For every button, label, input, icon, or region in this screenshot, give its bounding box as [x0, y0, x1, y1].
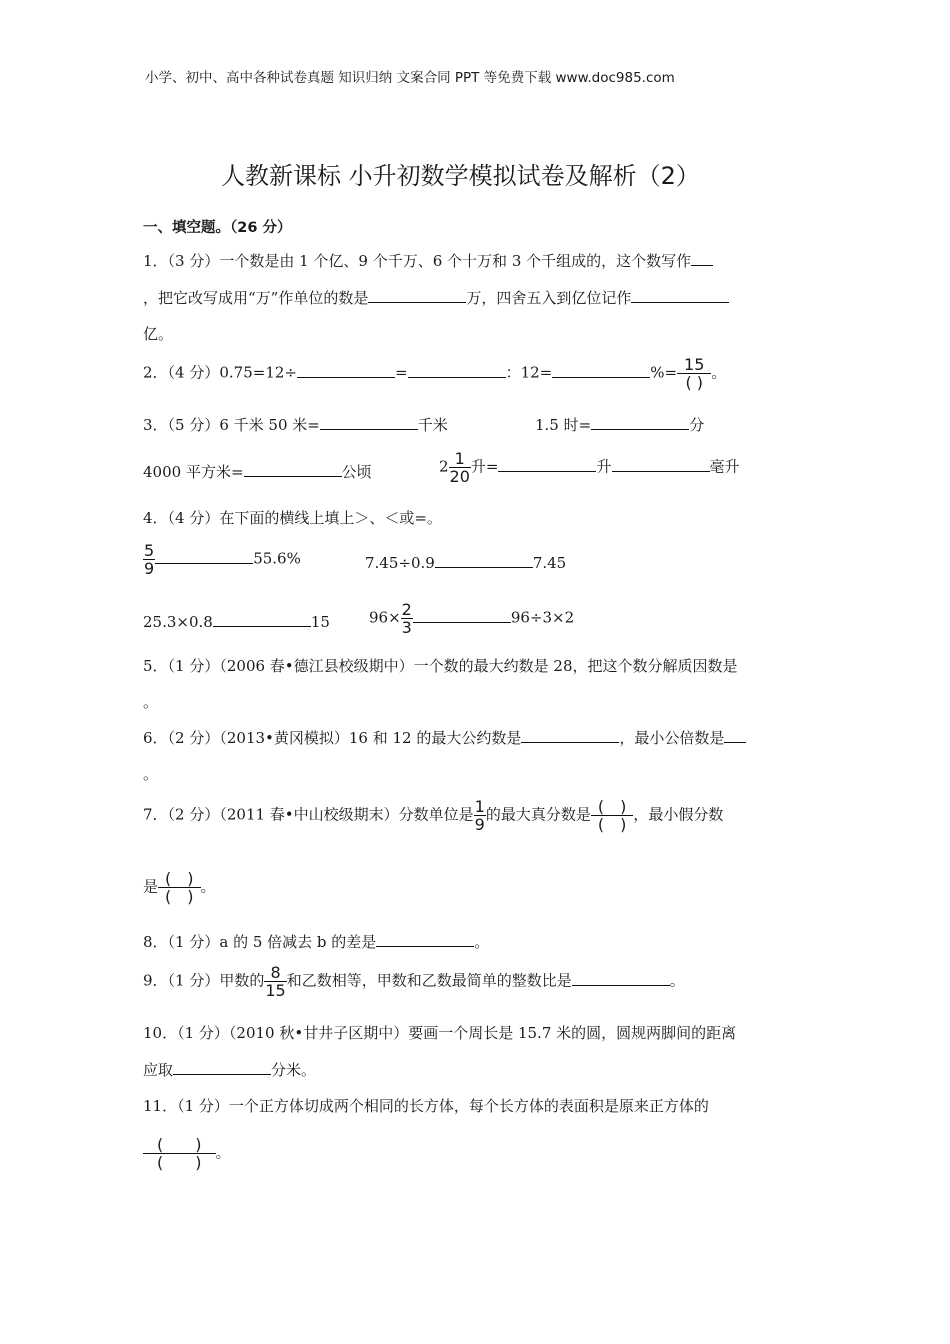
question-6-line-1 — [143, 728, 746, 748]
q7-answer-fraction-2[interactable] — [158, 870, 201, 905]
q1-blank-2[interactable] — [368, 288, 466, 303]
q2-text-d: %= — [650, 363, 678, 382]
question-2 — [143, 356, 726, 391]
q3-blank-5[interactable] — [612, 457, 710, 472]
q2-blank-2[interactable] — [408, 363, 506, 378]
q4-r1-b: 55.6% — [253, 549, 301, 568]
q4-r2-a: 25.3×0.8 — [143, 613, 213, 631]
q3-text-e: 4000 平方米= — [143, 463, 244, 481]
q4-blank-4[interactable] — [413, 608, 511, 623]
q2-blank-1[interactable] — [297, 363, 395, 378]
question-3-line-1-right — [535, 415, 704, 435]
q6-blank-1[interactable] — [521, 728, 619, 743]
page-title: 人教新课标 小升初数学模拟试卷及解析（2） — [221, 162, 700, 190]
q10-text-c: 分米。 — [271, 1061, 317, 1079]
q4-r1-num: 5 — [144, 541, 155, 560]
q11-answer-fraction[interactable] — [143, 1136, 216, 1171]
q1-text-a: 1．（3 分）一个数是由 1 个亿、9 个千万、6 个十万和 3 个千组成的，这个数写作 — [143, 252, 692, 270]
q2-frac-den[interactable]: ( ) — [685, 373, 704, 392]
q7-answer-fraction-1[interactable] — [591, 798, 634, 833]
q6-text-a: 6．（2 分）（2013•黄冈模拟）16 和 12 的最大公约数是 — [143, 729, 522, 747]
q7-ans1-num[interactable]: ( ) — [597, 797, 627, 816]
question-3-line-1 — [143, 415, 448, 435]
q11-ans-num[interactable]: ( ) — [157, 1135, 202, 1154]
q4-blank-2[interactable] — [435, 553, 533, 568]
question-7-line-2 — [143, 870, 216, 905]
q9-fraction — [264, 964, 286, 999]
question-10-line-1 — [143, 1023, 736, 1043]
q5-text-a: 5．（1 分）（2006 春•德江县校级期中）一个数的最大约数是 28，把这个数分解质因数是 — [143, 657, 738, 675]
q4-r2-num: 2 — [401, 600, 412, 619]
question-1-line-2 — [143, 288, 729, 308]
q2-text-e: 。 — [711, 363, 727, 382]
q4-r2-d: 96÷3×2 — [510, 608, 575, 627]
question-4-row-2-right — [369, 601, 574, 636]
q4-blank-1[interactable] — [155, 549, 253, 564]
q3-whole: 2 — [439, 457, 449, 476]
q2-blank-3[interactable] — [552, 363, 650, 378]
q1-blank-1[interactable] — [691, 251, 713, 266]
q2-frac-num: 15 — [684, 355, 705, 374]
q3-text-a: 3．（5 分）6 千米 50 米= — [143, 416, 320, 434]
q10-text-b: 应取 — [143, 1061, 174, 1079]
question-5-line-2 — [143, 692, 158, 712]
question-7-line-1 — [143, 798, 723, 833]
q3-text-i: 升 — [596, 457, 612, 476]
q3-text-b: 千米 — [417, 416, 448, 434]
q8-blank-1[interactable] — [376, 932, 474, 947]
q4-r2-den: 3 — [401, 618, 412, 637]
question-4-row-2 — [143, 612, 330, 632]
q2-text-b: = — [394, 363, 408, 382]
question-11-line-1 — [143, 1096, 709, 1116]
q9-blank-1[interactable] — [572, 971, 670, 986]
q4-r2-c: 96× — [369, 608, 401, 627]
q10-text-a: 10．（1 分）（2010 秋•甘井子区期中）要画一个周长是 15.7 米的圆，圆规两脚间的距离 — [143, 1024, 737, 1042]
q4-fraction-1 — [143, 542, 155, 577]
q2-text-a: 2．（4 分）0.75=12÷ — [143, 363, 297, 382]
q7-ans2-den[interactable]: ( ) — [165, 887, 194, 906]
q7-unit-fraction — [474, 798, 486, 833]
q6-text-b: ，最小公倍数是 — [619, 729, 725, 747]
q4-r2-b: 15 — [310, 613, 330, 631]
q3-text-j: 毫升 — [709, 457, 740, 476]
section-heading: 一、填空题。（26 分） — [143, 220, 292, 236]
q3-text-h: 升= — [470, 457, 499, 476]
q9-frac-num: 8 — [270, 963, 281, 982]
q4-text-a: 4．（4 分）在下面的横线上填上＞、＜或=。 — [143, 509, 442, 527]
question-8 — [143, 932, 489, 952]
q10-blank-1[interactable] — [173, 1060, 271, 1075]
question-4-row-1-right — [365, 553, 566, 573]
q7-text-b: 的最大真分数是 — [485, 805, 591, 824]
q6-text-c: 。 — [143, 765, 159, 783]
q3-frac-den: 20 — [449, 467, 470, 486]
q9-frac-den: 15 — [265, 981, 286, 1000]
q7-text-a: 7．（2 分）（2011 春•中山校级期末）分数单位是 — [143, 805, 474, 824]
q7-text-c: ，最小假分数 — [633, 805, 724, 824]
q7-text-e: 。 — [200, 877, 216, 896]
q8-text-a: 8．（1 分）a 的 5 倍减去 b 的差是 — [143, 933, 377, 951]
question-4 — [143, 508, 442, 528]
q3-frac-num: 1 — [454, 449, 465, 468]
q7-unit-num: 1 — [474, 797, 485, 816]
question-10-line-2 — [143, 1060, 316, 1080]
question-3-line-2 — [143, 462, 372, 482]
q7-unit-den: 9 — [474, 815, 485, 834]
question-9 — [143, 964, 685, 999]
q7-ans2-num[interactable]: ( ) — [165, 869, 194, 888]
question-1-line-1 — [143, 251, 713, 271]
q3-text-c: 1.5 时= — [535, 416, 592, 434]
q11-ans-den[interactable]: ( ) — [157, 1153, 202, 1172]
q11-text-a: 11．（1 分）一个正方体切成两个相同的长方体，每个长方体的表面积是原来正方体的 — [143, 1097, 709, 1115]
q3-fraction — [449, 450, 471, 485]
question-4-row-1 — [143, 542, 301, 577]
q4-blank-3[interactable] — [213, 612, 311, 627]
q2-text-c: ：12= — [505, 363, 553, 382]
q4-r1-d: 7.45 — [532, 554, 567, 572]
q3-text-d: 分 — [689, 416, 705, 434]
q6-blank-2[interactable] — [724, 728, 746, 743]
question-1-line-3 — [143, 324, 173, 344]
q4-r1-den: 9 — [144, 559, 155, 578]
q9-text-b: 和乙数相等，甲数和乙数最简单的整数比是 — [286, 971, 572, 990]
q5-text-b: 。 — [143, 693, 159, 711]
q2-fraction — [677, 356, 711, 391]
q9-text-a: 9．（1 分）甲数的 — [143, 971, 265, 990]
site-header: 小学、初中、高中各种试卷真题 知识归纳 文案合同 PPT 等免费下载 www.doc985.com — [145, 70, 675, 86]
question-11-line-2 — [143, 1136, 231, 1171]
q1-text-b: ，把它改写成用“万”作单位的数是 — [143, 289, 369, 307]
q9-text-c: 。 — [669, 971, 685, 990]
q4-fraction-2 — [401, 601, 413, 636]
question-6-line-2 — [143, 764, 158, 784]
q1-blank-3[interactable] — [631, 288, 729, 303]
question-3-line-2-right — [439, 450, 740, 485]
q8-text-b: 。 — [474, 933, 490, 951]
q1-text-d: 亿。 — [143, 325, 174, 343]
q3-blank-1[interactable] — [320, 415, 418, 430]
q11-text-b: 。 — [215, 1143, 231, 1162]
q3-text-f: 公顷 — [341, 463, 372, 481]
q3-blank-3[interactable] — [244, 462, 342, 477]
q4-r1-c: 7.45÷0.9 — [365, 554, 435, 572]
q7-text-d: 是 — [143, 877, 159, 896]
q3-blank-4[interactable] — [498, 457, 596, 472]
q7-ans1-den[interactable]: ( ) — [597, 815, 627, 834]
q1-text-c: 万，四舍五入到亿位记作 — [466, 289, 632, 307]
q3-blank-2[interactable] — [591, 415, 689, 430]
question-5-line-1 — [143, 656, 738, 676]
